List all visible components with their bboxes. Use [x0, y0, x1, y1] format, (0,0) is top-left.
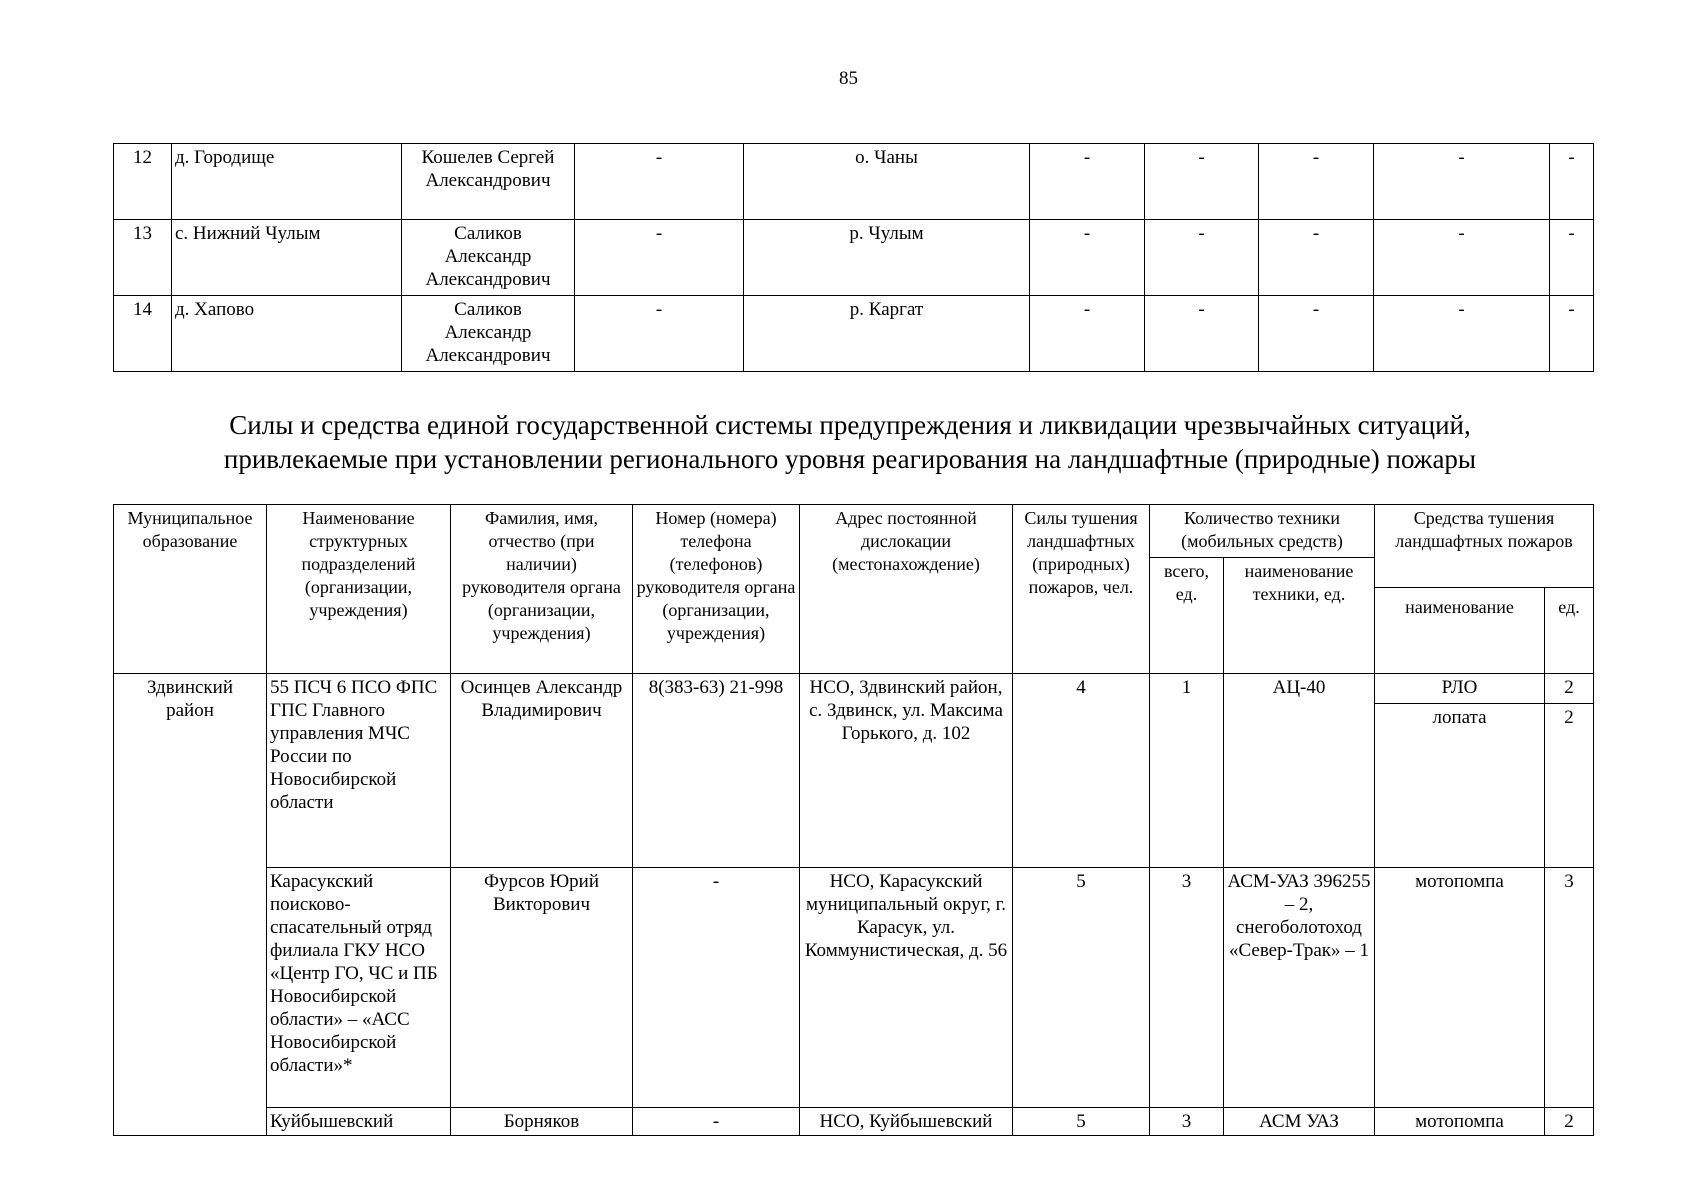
table-cell: Кошелев Сергей Александрович [402, 144, 575, 220]
table-cell: - [1374, 220, 1550, 296]
means-name-cell: мотопомпа [1375, 1108, 1545, 1136]
means-units-cell: 2 [1545, 1108, 1594, 1136]
table-cell: р. Чулым [744, 220, 1030, 296]
table-cell: 13 [114, 220, 172, 296]
table-cell: - [1259, 296, 1374, 372]
header-means: Средства тушения ландшафтных пожаров [1375, 505, 1594, 588]
equipment-name-cell: АЦ-40 [1224, 674, 1375, 868]
table-cell: - [575, 144, 744, 220]
table-cell: р. Каргат [744, 296, 1030, 372]
header-equipment: Количество техники (мобильных средств) [1150, 505, 1375, 558]
table-cell: 14 [114, 296, 172, 372]
municipality-cell: Здвинский район [114, 674, 267, 1136]
forces-cell: 5 [1013, 868, 1150, 1108]
address-cell: НСО, Здвинский район, с. Здвинск, ул. Максима Горького, д. 102 [800, 674, 1013, 868]
unit-cell: 55 ПСЧ 6 ПСО ФПС ГПС Главного управления МЧС России по Новосибирской области [267, 674, 451, 868]
equipment-name-cell: АСМ УАЗ [1224, 1108, 1375, 1136]
table-cell: - [1550, 296, 1594, 372]
head-cell: Фурсов Юрий Викторович [451, 868, 633, 1108]
means-units-cell: 2 [1545, 704, 1594, 868]
header-forces: Силы тушения ландшафтных (природных) пожаров, чел. [1013, 505, 1150, 674]
table-cell: - [1374, 144, 1550, 220]
equipment-total-cell: 3 [1150, 1108, 1224, 1136]
table-row [114, 296, 1594, 372]
main-table [113, 504, 1594, 1136]
header-head: Фамилия, имя, отчество (при наличии) руководителя органа (организации, учреждения) [451, 505, 633, 674]
header-phone: Номер (номера) телефона (телефонов) руководителя органа (организации, учреждения) [633, 505, 800, 674]
table-cell: - [1259, 144, 1374, 220]
header-equipment-name: наименование техники, ед. [1224, 558, 1375, 674]
table-cell: - [1030, 296, 1145, 372]
table-cell: - [575, 296, 744, 372]
page-number: 85 [839, 68, 858, 89]
section-title-line-1: Силы и средства единой государственной системы предупреждения и ликвидации чрезвычайных ситуаций, [229, 410, 1471, 440]
head-cell: Борняков [451, 1108, 633, 1136]
head-cell: Осинцев Александр Владимирович [451, 674, 633, 868]
section-title-line-2: привлекаемые при установлении регионального уровня реагирования на ландшафтные (природные) пожары [223, 444, 1477, 474]
unit-cell: Карасукский поисково-спасательный отряд филиала ГКУ НСО «Центр ГО, ЧС и ПБ Новосибирской области» – «АСС Новосибирской области»* [267, 868, 451, 1108]
header-unit: Наименование структурных подразделений (организации, учреждения) [267, 505, 451, 674]
forces-cell: 4 [1013, 674, 1150, 868]
table-cell: Саликов Александр Александрович [402, 220, 575, 296]
forces-cell: 5 [1013, 1108, 1150, 1136]
table-cell: - [1550, 220, 1594, 296]
means-name-cell: РЛО [1375, 674, 1545, 704]
table-cell: - [1259, 220, 1374, 296]
table-cell: 12 [114, 144, 172, 220]
phone-cell: - [633, 868, 800, 1108]
top-table [113, 143, 1594, 372]
table-cell: Саликов Александр Александрович [402, 296, 575, 372]
table-cell: - [1145, 220, 1259, 296]
table-cell: - [1145, 296, 1259, 372]
header-equipment-total: всего, ед. [1150, 558, 1224, 674]
header-municipality: Муниципальное образование [114, 505, 267, 674]
header-means-name: наименование [1375, 588, 1545, 674]
header-means-units: ед. [1545, 588, 1594, 674]
means-units-cell: 3 [1545, 868, 1594, 1108]
table-cell: - [1550, 144, 1594, 220]
means-name-cell: мотопомпа [1375, 868, 1545, 1108]
table-cell: - [1145, 144, 1259, 220]
table-row [114, 220, 1594, 296]
means-name-cell: лопата [1375, 704, 1545, 868]
table-cell: с. Нижний Чулым [172, 220, 402, 296]
address-cell: НСО, Карасукский муниципальный округ, г. Карасук, ул. Коммунистическая, д. 56 [800, 868, 1013, 1108]
section-title [140, 408, 1560, 476]
table-row [114, 674, 1594, 704]
equipment-name-cell: АСМ-УАЗ 396255 – 2, снегоболотоход «Север-Трак» – 1 [1224, 868, 1375, 1108]
equipment-total-cell: 1 [1150, 674, 1224, 868]
address-cell: НСО, Куйбышевский [800, 1108, 1013, 1136]
table-cell: - [1374, 296, 1550, 372]
table-cell: - [575, 220, 744, 296]
table-cell: - [1030, 220, 1145, 296]
table-cell: - [1030, 144, 1145, 220]
equipment-total-cell: 3 [1150, 868, 1224, 1108]
table-cell: д. Городище [172, 144, 402, 220]
phone-cell: - [633, 1108, 800, 1136]
table-row [114, 868, 1594, 1108]
table-row [114, 1108, 1594, 1136]
table-cell: о. Чаны [744, 144, 1030, 220]
means-units-cell: 2 [1545, 674, 1594, 704]
phone-cell: 8(383-63) 21-998 [633, 674, 800, 868]
header-address: Адрес постоянной дислокации (местонахождение) [800, 505, 1013, 674]
unit-cell: Куйбышевский [267, 1108, 451, 1136]
table-cell: д. Хапово [172, 296, 402, 372]
table-row [114, 144, 1594, 220]
